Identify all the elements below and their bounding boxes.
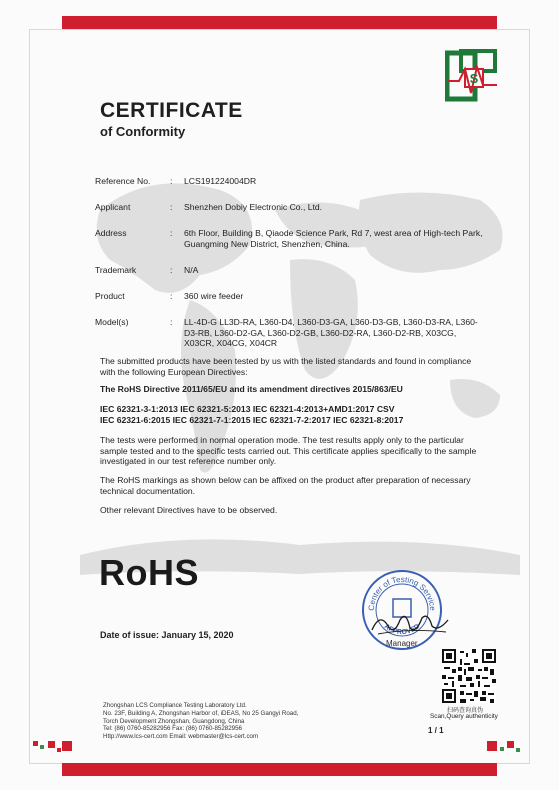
date-of-issue: Date of issue: January 15, 2020	[100, 630, 234, 640]
verification-qr-code[interactable]	[442, 649, 496, 703]
certificate-title: CERTIFICATE	[100, 99, 243, 122]
footer-line: Torch Development Zhongshan, Guangdong, China	[103, 717, 245, 725]
footer-line: Zhongshan LCS Compliance Testing Laboratory Ltd.	[103, 702, 247, 709]
manager-label: Manager	[386, 639, 418, 648]
page-number: 1 / 1	[428, 726, 444, 735]
address-label: Address	[95, 228, 127, 238]
standards-line-1: IEC 62321-3-1:2013 IEC 62321-5:2013 IEC 62321-4:2013+AMD1:2017 CSV	[100, 404, 395, 414]
footer-line: Http://www.lcs-cert.com Email: webmaster@lcs-cert.com	[103, 733, 259, 741]
decor-square	[487, 741, 497, 751]
markings-text: The RoHS markings as shown below can be affixed on the product after preparation of necessary technical documentation.	[100, 475, 471, 496]
footer-line: No. 23F, Building A, Zhongshan Harbor of, iDEAS, No 25 Gangyi Road,	[103, 709, 299, 717]
qr-caption-cn: 扫码查询真伪	[447, 708, 484, 714]
decor-square	[40, 745, 44, 749]
lab-footer	[103, 702, 383, 741]
trademark-value: N/A	[184, 265, 199, 275]
stamp-bottom-text: APPROVED	[382, 623, 422, 637]
reference-label: Reference No.	[95, 176, 151, 186]
other-directives-text: Other relevant Directives have to be observed.	[100, 505, 278, 515]
manager-signature	[368, 606, 453, 640]
decor-square	[507, 741, 514, 748]
applicant-colon: :	[170, 202, 173, 212]
trademark-label: Trademark	[95, 265, 137, 275]
stamp-top-text: Center of Testing Service	[366, 574, 438, 611]
trademark-colon: :	[170, 265, 173, 275]
intro-text: The submitted products have been tested by us with the listed standards and found in compliance with the following European Directives:	[100, 356, 472, 377]
decor-square	[62, 741, 72, 751]
address-value: 6th Floor, Building B, Qiaode Science Park, Rd 7, west area of High-tech Park, Guangming New District, Shenzhen, China.	[184, 228, 483, 249]
decor-square	[33, 741, 38, 746]
bottom-red-bar	[62, 763, 497, 776]
product-colon: :	[170, 291, 173, 301]
product-label: Product	[95, 291, 125, 301]
tests-text: The tests were performed in normal operation mode. The test results apply only to the particular sample tested and to the specific tests carried out. This certificate applies specifically to the sample investigated in our test reference number only.	[100, 435, 477, 466]
applicant-value: Shenzhen Dobiy Electronic Co., Ltd.	[184, 202, 323, 212]
address-colon: :	[170, 228, 173, 238]
svg-text:S: S	[469, 71, 479, 86]
qr-caption-en: Scan,Query authenticity	[430, 713, 498, 720]
models-label: Model(s)	[95, 317, 129, 327]
footer-line: Tel: (86) 0760-85282956 Fax: (86) 0760-85282956	[103, 725, 242, 733]
lcs-logo	[445, 49, 499, 103]
decor-square	[48, 741, 55, 748]
reference-colon: :	[170, 176, 173, 186]
rohs-mark: RoHS	[99, 552, 199, 593]
standards-line-2: IEC 62321-6:2015 IEC 62321-7-1:2015 IEC 62321-7-2:2017 IEC 62321-8:2017	[100, 415, 404, 425]
models-value: LL-4D-G LL3D-RA, L360-D4, L360-D3-GA, L360-D3-GB, L360-D3-RA, L360-D3-RB, L360-D2-GA, L360-D2-GB, L360-D2-RA, L360-D2-RB, X03CG, X03CR, X04CG, X04CR	[184, 317, 478, 348]
decor-square	[57, 748, 61, 752]
models-colon: :	[170, 317, 173, 327]
certificate-subtitle: of Conformity	[100, 124, 186, 139]
applicant-label: Applicant	[95, 202, 131, 212]
top-red-bar	[62, 16, 497, 29]
decor-square	[516, 748, 520, 752]
product-value: 360 wire feeder	[184, 291, 244, 301]
directive-text: The RoHS Directive 2011/65/EU and its amendment directives 2015/863/EU	[100, 384, 403, 394]
reference-value: LCS191224004DR	[184, 176, 257, 186]
decor-square	[500, 747, 504, 751]
